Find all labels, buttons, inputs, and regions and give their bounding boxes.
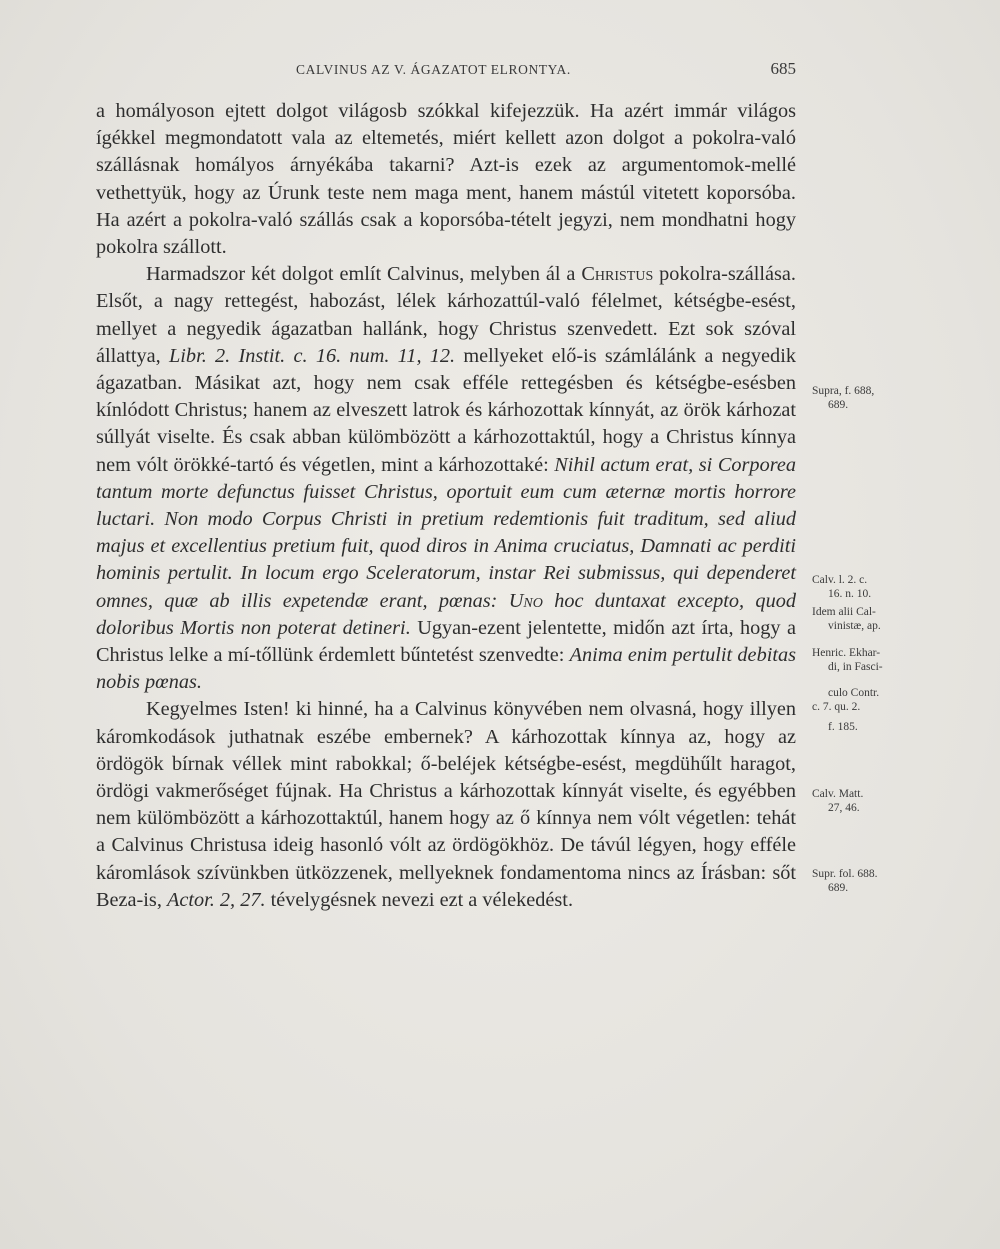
paragraph-1	[96, 98, 796, 261]
paragraph-3	[96, 696, 796, 914]
latin-quote-3: Anima enim pertulit debitas nobis pœnas.	[96, 644, 797, 694]
paragraph-2-text-c: mellyeket elő-is számlálánk a negyedik ágazatban. Másikat azt, hogy nem csak efféle rettegésben és kétségbe-esésben kínlódott Christus; hanem az elveszett latrok és kárhozottak kínnyát, az örök kárhozat súllyát viselte. És csak abban külömbözött a kárhozottaktúl, hogy a Christus kínnya nem vólt örökké-tartó és végetlen, mint a kárhozottaké:	[96, 344, 796, 476]
uno-smallcaps: Uno	[508, 589, 543, 612]
margin-note-line: culo Contr.	[828, 687, 880, 699]
margin-note-line: Calv. Matt.	[812, 788, 864, 800]
margin-note	[812, 646, 992, 674]
margin-note-line: Supra, f. 688,	[812, 385, 875, 397]
margin-note-line: 689.	[828, 399, 849, 411]
body-text	[96, 98, 796, 914]
margin-note	[812, 686, 992, 714]
citation-acts: Actor. 2, 27.	[166, 888, 266, 911]
margin-note-line: di, in Fasci-	[828, 661, 883, 673]
paragraph-2-text-a: Harmadszor két dolgot említ Calvinus, melyben ál a	[146, 263, 576, 286]
margin-note	[812, 720, 992, 734]
margin-note-line: Henric. Ekhar-	[812, 647, 881, 659]
paragraph-2-text-d: Ugyan-ezent jelentette, midőn azt írta, hogy a Christus lelke a mí-tőllünk érdemlett bűntetést szenvedte:	[96, 616, 796, 667]
margin-note-line: f. 185.	[828, 721, 858, 733]
paragraph-3-text-b: tévelygésnek nevezi ezt a vélekedést.	[270, 888, 574, 911]
page-number: 685	[770, 59, 796, 78]
paragraph-2	[96, 261, 796, 696]
margin-note	[812, 787, 992, 815]
citation-institutes: Libr. 2. Instit. c. 16. num. 11, 12.	[169, 344, 456, 367]
margin-note-line: Idem alii Cal-	[812, 606, 876, 618]
page-header	[96, 56, 796, 86]
margin-note-line: Calv. l. 2. c.	[812, 574, 868, 586]
margin-note-line: 16. n. 10.	[828, 588, 872, 600]
margin-note-line: 689.	[828, 882, 849, 894]
margin-note-line: vinistæ, ap.	[828, 620, 881, 632]
paragraph-1-text: a homályoson ejtett dolgot világosb szókkal kifejezzük. Ha azért immár világos ígékkel megmondatott vala az eltemetés, miért kellett azon dolgot a pokolra-való szállásnak homályos árnyékába takarni? Azt-is ezek az argumentomok-mellé vethettyük, hogy az Úrunk teste nem maga ment, hanem mástúl vitetett koporsóba. Ha azért a pokolra-való szállás csak a koporsóba-tételt jegyzi, nem mondhatni hogy pokolra szállott.	[96, 100, 796, 259]
margin-note-line: 27, 46.	[828, 802, 860, 814]
christus-smallcaps: Christus	[581, 263, 654, 286]
margin-note	[812, 384, 992, 412]
margin-note-line: c. 7. qu. 2.	[812, 701, 861, 713]
margin-note-line: Supr. fol. 688.	[812, 868, 878, 880]
latin-quote-2: hoc duntaxat excepto, quod doloribus Mortis non poterat detineri.	[96, 589, 796, 639]
paragraph-3-text-a: Kegyelmes Isten! ki hinné, ha a Calvinus könyvében nem olvasná, hogy illyen káromkodások juthatnak eszébe embernek? A kárhozottak kínnya az, hogy az ördögök bírnak véllek mint rabokkal; ő-beléjek kétségbe-esést, megdühűlt haragot, ördögi vakmerőséget fújnak. Ha Christus a kárhozottak kínnyát viselte, és egyébben nem külömbözött a kárhozottaktúl, hanem hogy az ő kínnya nem vólt végetlen: tehát a Calvinus Christusa ideig hasonló vólt az ördögökhöz. De távúl légyen, hogy efféle káromlások szívünkben ütközzenek, mellyeknek fondamentoma nincs az Írásban: sőt Beza-is,	[96, 698, 796, 911]
latin-quote-1: Nihil actum erat, si Corporea tantum morte defunctus fuisset Christus, oportuit eum cum æternæ mortis horrore luctari. Non modo Corpus Christi in pretium redemtionis fuit traditum, sed aliud majus et excellentius pretium fuit, quod diros in Anima cruciatus, Damnati ac perditi hominis pertulit. In locum ergo Sceleratorum, instar Rei submissus, qui dependeret omnes, quæ ab illis expetendæ erant, pœnas:	[96, 453, 796, 612]
margin-note	[812, 573, 992, 601]
paragraph-2-text-b: pokolra-szállása. Elsőt, a nagy rettegést, habozást, lélek kárhozattúl-való félelmet, kétségbe-esést, mellyet a negyedik ágazatban hallánk, hogy Christus szenvedett. Ezt sok szóval állattya,	[96, 263, 796, 367]
margin-note	[812, 867, 992, 895]
margin-note	[812, 605, 992, 633]
running-title: CALVINUS AZ V. ÁGAZATOT ELRONTYA.	[296, 62, 571, 77]
